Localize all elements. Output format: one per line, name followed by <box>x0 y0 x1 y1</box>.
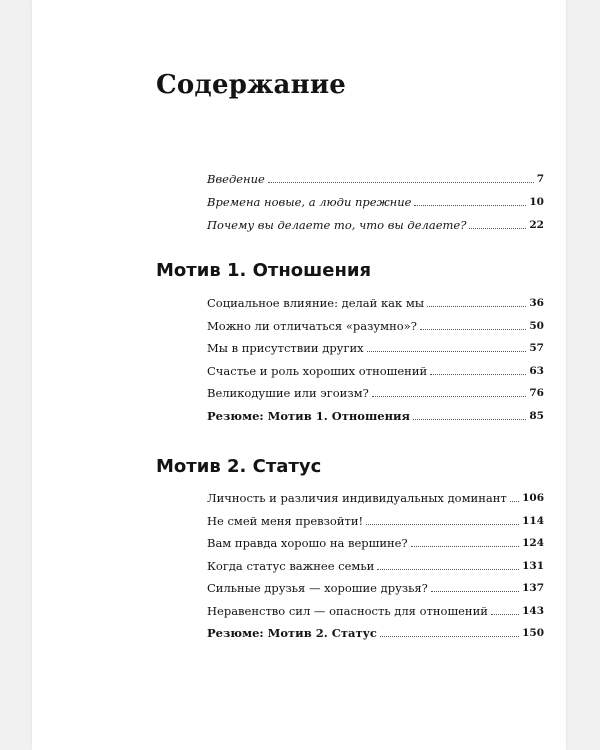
toc-entry-page: 22 <box>529 219 544 231</box>
toc-entry[interactable] <box>207 195 544 209</box>
toc-entry[interactable] <box>207 296 544 310</box>
dot-leader <box>427 306 526 307</box>
toc-entry-page: 50 <box>529 319 544 332</box>
toc-entry[interactable] <box>207 218 544 232</box>
toc-entry-page: 106 <box>522 492 544 504</box>
toc-entry-page: 63 <box>529 364 544 377</box>
dot-leader <box>413 419 526 420</box>
toc-entry-title: Личность и различия индивидуальных доминант <box>207 491 507 505</box>
toc-entry-title: Времена новые, а люди прежние <box>207 195 412 209</box>
toc-entry[interactable] <box>207 386 544 400</box>
dot-leader <box>367 351 527 352</box>
toc-entry-page: 150 <box>522 627 544 639</box>
toc-entry-title: Почему вы делаете то, что вы делаете? <box>207 218 467 232</box>
toc-entry-title: Резюме: Мотив 2. Статус <box>207 626 377 640</box>
toc-entry-page: 131 <box>522 559 544 572</box>
toc-entry-title: Можно ли отличаться «разумно»? <box>207 318 417 333</box>
motive-2-toc-list <box>207 491 544 649</box>
dot-leader <box>510 501 519 502</box>
motive-1-toc-list <box>207 296 544 431</box>
toc-entry-title: Неравенство сил — опасность для отношений <box>207 603 488 618</box>
toc-entry[interactable] <box>207 559 544 573</box>
dot-leader <box>431 591 519 592</box>
toc-entry[interactable] <box>207 172 544 186</box>
dot-leader <box>268 182 534 183</box>
toc-entry-page: 124 <box>522 537 544 549</box>
toc-entry[interactable] <box>207 514 544 528</box>
dot-leader <box>469 228 526 229</box>
toc-entry[interactable] <box>207 536 544 550</box>
toc-entry[interactable] <box>207 364 544 378</box>
section-title-motive-1: Мотив 1. Отношения <box>156 260 372 281</box>
toc-entry-page: 7 <box>536 173 544 185</box>
toc-entry-title: Сильные друзья — хорошие друзья? <box>207 581 428 595</box>
intro-toc-list <box>207 172 544 241</box>
toc-summary-entry[interactable] <box>207 626 544 640</box>
toc-entry-title: Мы в присутствии других <box>207 341 364 355</box>
toc-entry-title: Резюме: Мотив 1. Отношения <box>207 408 411 423</box>
toc-summary-entry[interactable] <box>207 409 544 423</box>
toc-entry-page: 143 <box>522 604 544 617</box>
toc-entry[interactable] <box>207 604 544 618</box>
toc-entry[interactable] <box>207 341 544 355</box>
toc-entry[interactable] <box>207 581 544 595</box>
dot-leader <box>491 614 519 615</box>
toc-entry-page: 10 <box>529 196 544 208</box>
toc-entry-page: 36 <box>529 297 544 309</box>
toc-entry-title: Социальное влияние: делай как мы <box>207 296 424 310</box>
toc-entry-title: Счастье и роль хороших отношений <box>207 363 428 378</box>
toc-entry-page: 114 <box>522 514 544 527</box>
dot-leader <box>420 329 527 330</box>
book-page <box>32 0 566 750</box>
toc-entry-title: Введение <box>207 172 265 186</box>
toc-entry-page: 57 <box>529 342 544 354</box>
dot-leader <box>372 396 527 397</box>
toc-entry-page: 85 <box>529 409 544 422</box>
dot-leader <box>366 524 519 525</box>
dot-leader <box>377 569 519 570</box>
toc-entry[interactable] <box>207 319 544 333</box>
toc-entry-page: 137 <box>522 582 544 594</box>
page-title: Содержание <box>156 70 347 100</box>
section-title-motive-2: Мотив 2. Статус <box>156 456 322 477</box>
dot-leader <box>414 205 526 206</box>
toc-entry-title: Вам правда хорошо на вершине? <box>207 536 408 550</box>
dot-leader <box>380 636 519 637</box>
toc-entry-title: Когда статус важнее семьи <box>207 558 375 573</box>
dot-leader <box>430 374 526 375</box>
toc-entry-title: Не смей меня превзойти! <box>207 513 364 528</box>
toc-entry-title: Великодушие или эгоизм? <box>207 386 369 400</box>
toc-entry-page: 76 <box>529 387 544 399</box>
dot-leader <box>411 546 519 547</box>
toc-entry[interactable] <box>207 491 544 505</box>
